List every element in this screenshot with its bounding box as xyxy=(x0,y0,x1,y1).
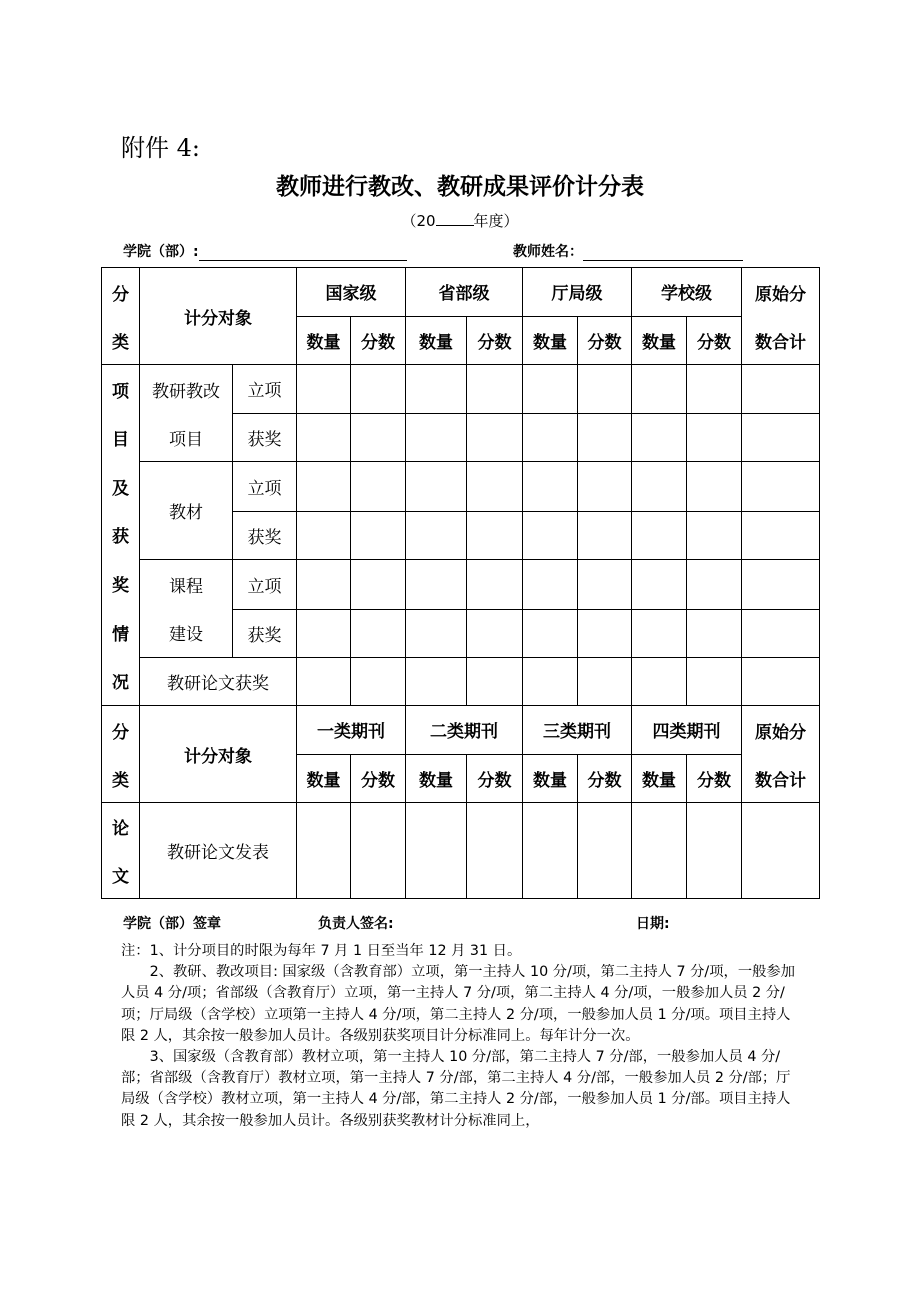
cell-input[interactable] xyxy=(467,413,523,462)
cell-input[interactable] xyxy=(297,658,351,706)
cell-input[interactable] xyxy=(742,658,820,706)
raw-total-line: 原始分 xyxy=(755,284,806,305)
table-row xyxy=(102,365,820,414)
cell-input[interactable] xyxy=(687,559,742,609)
journal-class-2: 二类期刊 xyxy=(406,706,523,755)
cell-input[interactable] xyxy=(467,803,523,899)
count-header: 数量 xyxy=(297,754,351,803)
cell-input[interactable] xyxy=(632,365,687,414)
journal-class-4: 四类期刊 xyxy=(632,706,742,755)
cell-input[interactable] xyxy=(742,511,820,559)
category-char: 类 xyxy=(112,332,129,353)
row-label-award: 获奖 xyxy=(233,413,297,462)
cell-input[interactable] xyxy=(578,803,632,899)
cell-input[interactable] xyxy=(578,609,632,658)
score-header: 分数 xyxy=(578,316,632,365)
cell-input[interactable] xyxy=(632,511,687,559)
section-label-projects xyxy=(102,365,140,706)
score-header: 分数 xyxy=(687,316,742,365)
cell-input[interactable] xyxy=(406,559,467,609)
cell-input[interactable] xyxy=(632,462,687,512)
cell-input[interactable] xyxy=(467,511,523,559)
score-header: 分数 xyxy=(351,316,406,365)
cell-input[interactable] xyxy=(351,462,406,512)
cell-input[interactable] xyxy=(687,413,742,462)
teacher-field-row xyxy=(513,241,743,261)
cell-input[interactable] xyxy=(351,803,406,899)
journal-class-3: 三类期刊 xyxy=(523,706,632,755)
count-header: 数量 xyxy=(523,316,578,365)
note-3: 3、国家级（含教育部）教材立项，第一主持人 10 分/部，第二主持人 7 分/部，一般参加人员 4 分/部；省部级（含教育厅）教材立项，第一主持人 7 分/部，第二主持人 4 分/部，一般参加人员 2 分/部；厅局级（含学校）教材立项，第一主持人 4 分/部，第二主持人 2 分/部，一般参加人员 1 分/部。项目主持人限 2 人，其余按一般参加人员计。各级别获奖教材计分标准同上， xyxy=(121,1049,791,1129)
cell-input[interactable] xyxy=(742,365,820,414)
cell-input[interactable] xyxy=(297,803,351,899)
cell-input[interactable] xyxy=(742,803,820,899)
row-label-award: 获奖 xyxy=(233,609,297,658)
row-label-paper-award: 教研论文获奖 xyxy=(140,658,297,706)
count-header: 数量 xyxy=(632,754,687,803)
cell-input[interactable] xyxy=(632,559,687,609)
level-bureau: 厅局级 xyxy=(523,268,632,317)
cell-input[interactable] xyxy=(406,658,467,706)
row-label-approval: 立项 xyxy=(233,559,297,609)
raw-total-line: 数合计 xyxy=(755,332,806,353)
section-char: 获 xyxy=(112,527,129,548)
score-header: 分数 xyxy=(578,754,632,803)
journal-class-1: 一类期刊 xyxy=(297,706,406,755)
cell-input[interactable] xyxy=(406,462,467,512)
group-name-line: 课程 xyxy=(169,576,203,597)
cell-input[interactable] xyxy=(351,511,406,559)
cell-input[interactable] xyxy=(467,462,523,512)
cell-input[interactable] xyxy=(687,511,742,559)
count-header: 数量 xyxy=(406,754,467,803)
note-1: 注：1、计分项目的时限为每年 7 月 1 日至当年 12 月 31 日。 xyxy=(121,943,522,959)
attachment-label: 附件 4: xyxy=(121,134,200,162)
table1-raw-total-header xyxy=(742,268,820,365)
cell-input[interactable] xyxy=(687,609,742,658)
cell-input[interactable] xyxy=(523,803,578,899)
count-header: 数量 xyxy=(523,754,578,803)
category-char: 类 xyxy=(112,770,129,791)
cell-input[interactable] xyxy=(467,365,523,414)
cell-input[interactable] xyxy=(578,413,632,462)
table2-object-header: 计分对象 xyxy=(140,706,297,803)
cell-input[interactable] xyxy=(523,559,578,609)
cell-input[interactable] xyxy=(351,365,406,414)
cell-input[interactable] xyxy=(467,559,523,609)
table1-header-row-1 xyxy=(102,268,820,317)
year-prefix: （20 xyxy=(401,212,436,230)
cell-input[interactable] xyxy=(297,609,351,658)
section-char: 论 xyxy=(112,819,129,840)
table1-object-header: 计分对象 xyxy=(140,268,297,365)
cell-input[interactable] xyxy=(687,658,742,706)
cell-input[interactable] xyxy=(297,365,351,414)
section-char: 奖 xyxy=(112,576,129,597)
cell-input[interactable] xyxy=(578,462,632,512)
category-char: 分 xyxy=(112,284,129,305)
count-header: 数量 xyxy=(632,316,687,365)
cell-input[interactable] xyxy=(406,609,467,658)
cell-input[interactable] xyxy=(351,658,406,706)
leader-signature-label: 负责人签名: xyxy=(318,916,394,932)
cell-input[interactable] xyxy=(351,609,406,658)
row-label-approval: 立项 xyxy=(233,365,297,414)
page-title: 教师进行教改、教研成果评价计分表 xyxy=(276,174,644,200)
table-row xyxy=(102,803,820,899)
group-reform-projects xyxy=(140,365,233,462)
table2-category-cell xyxy=(102,706,140,803)
cell-input[interactable] xyxy=(467,658,523,706)
cell-input[interactable] xyxy=(687,462,742,512)
row-label-award: 获奖 xyxy=(233,511,297,559)
section-label-papers xyxy=(102,803,140,899)
level-provincial: 省部级 xyxy=(406,268,523,317)
level-school: 学校级 xyxy=(632,268,742,317)
table-row xyxy=(102,559,820,609)
year-suffix: 年度） xyxy=(473,212,519,230)
score-header: 分数 xyxy=(687,754,742,803)
score-header: 分数 xyxy=(351,754,406,803)
cell-input[interactable] xyxy=(632,658,687,706)
category-char: 分 xyxy=(112,722,129,743)
table-row xyxy=(102,658,820,706)
table-row xyxy=(102,462,820,512)
cell-input[interactable] xyxy=(297,413,351,462)
teacher-label: 教师姓名： xyxy=(513,244,583,260)
cell-input[interactable] xyxy=(632,413,687,462)
cell-input[interactable] xyxy=(406,511,467,559)
section-char: 及 xyxy=(112,478,129,499)
section-char: 目 xyxy=(112,430,129,451)
college-label: 学院（部）: xyxy=(123,244,199,260)
cell-input[interactable] xyxy=(523,365,578,414)
table2-raw-total-header xyxy=(742,706,820,803)
teacher-input-line[interactable] xyxy=(583,244,743,261)
section-char: 情 xyxy=(112,624,129,645)
cell-input[interactable] xyxy=(687,803,742,899)
table1-category-cell xyxy=(102,268,140,365)
cell-input[interactable] xyxy=(742,462,820,512)
table2-header-row-1 xyxy=(102,706,820,755)
count-header: 数量 xyxy=(406,316,467,365)
cell-input[interactable] xyxy=(523,609,578,658)
group-name-line: 教研教改 xyxy=(152,381,220,402)
score-table xyxy=(101,267,820,899)
notes xyxy=(121,941,801,1132)
cell-input[interactable] xyxy=(351,413,406,462)
cell-input[interactable] xyxy=(578,559,632,609)
row-label-paper-publish: 教研论文发表 xyxy=(140,803,297,899)
raw-total-line: 数合计 xyxy=(755,770,806,791)
cell-input[interactable] xyxy=(406,413,467,462)
cell-input[interactable] xyxy=(406,803,467,899)
cell-input[interactable] xyxy=(351,559,406,609)
year-blank[interactable] xyxy=(436,211,474,226)
cell-input[interactable] xyxy=(632,803,687,899)
cell-input[interactable] xyxy=(297,559,351,609)
note-2: 2、教研、教改项目: 国家级（含教育部）立项，第一主持人 10 分/项，第二主持人 7 分/项，一般参加人员 4 分/项；省部级（含教育厅）立项，第一主持人 7 分/项，第二主持人 4 分/项，一般参加人员 2 分/项；厅局级（含学校）立项第一主持人 4 分/项，第二主持人 2 分/项，一般参加人员 1 分/项。项目主持人限 2 人，其余按一般参加人员计。各级别获奖项目计分标准同上。每年计分一次。 xyxy=(121,964,796,1044)
row-label-approval: 立项 xyxy=(233,462,297,512)
section-char: 项 xyxy=(112,381,129,402)
cell-input[interactable] xyxy=(523,511,578,559)
cell-input[interactable] xyxy=(523,658,578,706)
cell-input[interactable] xyxy=(742,559,820,609)
college-input-line[interactable] xyxy=(199,244,407,261)
cell-input[interactable] xyxy=(297,511,351,559)
year-line xyxy=(0,210,920,231)
cell-input[interactable] xyxy=(742,609,820,658)
section-char: 况 xyxy=(112,673,129,694)
cell-input[interactable] xyxy=(687,365,742,414)
cell-input[interactable] xyxy=(467,609,523,658)
cell-input[interactable] xyxy=(523,413,578,462)
score-header: 分数 xyxy=(467,316,523,365)
section-char: 文 xyxy=(112,866,129,887)
score-header: 分数 xyxy=(467,754,523,803)
cell-input[interactable] xyxy=(523,462,578,512)
college-field-row xyxy=(123,241,407,261)
date-label: 日期: xyxy=(636,916,670,932)
cell-input[interactable] xyxy=(578,658,632,706)
cell-input[interactable] xyxy=(742,413,820,462)
count-header: 数量 xyxy=(297,316,351,365)
cell-input[interactable] xyxy=(578,365,632,414)
level-national: 国家级 xyxy=(297,268,406,317)
group-name-line: 建设 xyxy=(169,624,203,645)
cell-input[interactable] xyxy=(406,365,467,414)
cell-input[interactable] xyxy=(632,609,687,658)
college-seal-label: 学院（部）签章 xyxy=(123,916,221,932)
raw-total-line: 原始分 xyxy=(755,722,806,743)
group-textbook: 教材 xyxy=(140,462,233,560)
cell-input[interactable] xyxy=(578,511,632,559)
group-name-line: 项目 xyxy=(169,429,203,450)
group-course-construction xyxy=(140,559,233,658)
cell-input[interactable] xyxy=(297,462,351,512)
